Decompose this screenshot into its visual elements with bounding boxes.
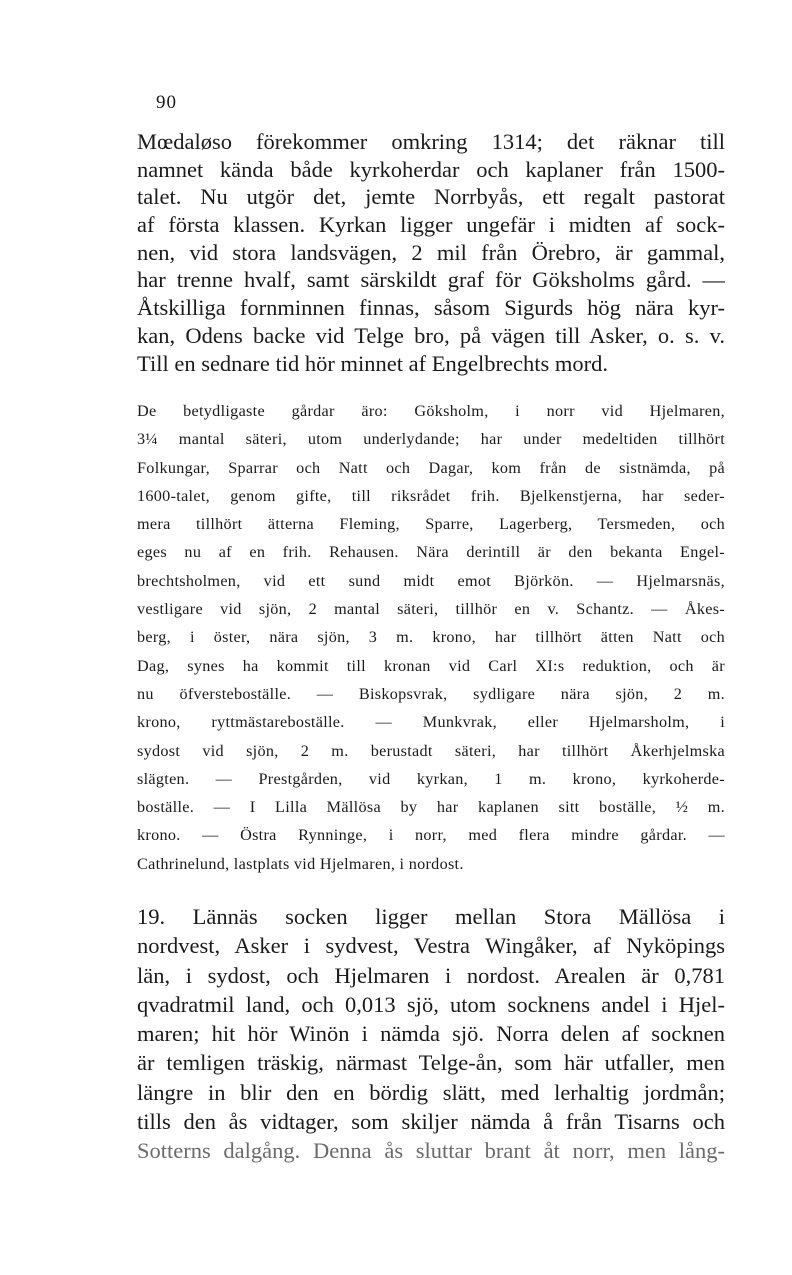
text-line: Folkungar, Sparrar och Natt och Dagar, kom från de sistnämda, på — [137, 458, 725, 477]
text-line: är temligen träskig, närmast Telge-ån, som här utfaller, men — [137, 1050, 725, 1076]
text-line: De betydligaste gårdar äro: Göksholm, i norr vid Hjelmaren, — [137, 402, 725, 420]
text-line: nu öfversteboställe. — Biskopsvrak, sydligare nära sjön, 2 m. — [137, 684, 725, 703]
text-line: mera tillhört ätterna Fleming, Sparre, Lagerberg, Tersmeden, och — [137, 515, 725, 534]
text-line: nordvest, Asker i sydvest, Vestra Wingåker, af Nyköpings — [137, 933, 725, 959]
text-line: berg, i öster, nära sjön, 3 m. krono, har tillhört ätten Natt och — [137, 628, 725, 647]
text-line: maren; hit hör Winön i nämda sjö. Norra delen af socknen — [137, 1021, 725, 1047]
text-line: 1600-talet, genom gifte, till riksrådet frih. Bjelkenstjerna, har seder- — [137, 486, 725, 505]
paragraph-1 — [137, 128, 725, 377]
text-line: af första klassen. Kyrkan ligger ungefär i midten af sock- — [137, 212, 725, 238]
text-line: längre in blir den en bördig slätt, med lerhaltig jordmån; — [137, 1079, 725, 1105]
text-line: nen, vid stora landsvägen, 2 mil från Örebro, är gammal, — [137, 239, 725, 265]
text-line: Sotterns dalgång. Denna ås sluttar brant åt norr, men lång- — [137, 1138, 725, 1164]
text-line: 19. Lännäs socken ligger mellan Stora Mällösa i — [137, 904, 725, 929]
text-line: Dag, synes ha kommit till kronan vid Carl XI:s reduktion, och är — [137, 656, 725, 675]
text-line: talet. Nu utgör det, jemte Norrbyås, ett regalt pastorat — [137, 184, 725, 210]
text-line: Till en sednare tid hör minnet af Engelbrechts mord. — [137, 350, 608, 376]
paragraph-2-farms — [137, 397, 725, 878]
text-line: slägten. — Prestgården, vid kyrkan, 1 m. krono, kyrkoherde- — [137, 769, 725, 788]
paragraph-3-lannas-socken — [137, 902, 725, 1166]
text-line: Mœdaløso förekommer omkring 1314; det räknar till — [137, 129, 725, 154]
text-line: Åtskilliga fornminnen finnas, såsom Sigurds hög nära kyr- — [137, 295, 725, 321]
text-line: brechtsholmen, vid ett sund midt emot Björkön. — Hjelmarsnäs, — [137, 571, 725, 590]
text-line: boställe. — I Lilla Mällösa by har kaplanen sitt boställe, ½ m. — [137, 798, 725, 817]
text-line: 3¼ mantal säteri, utom underlydande; har under medeltiden tillhört — [137, 430, 725, 449]
text-line: tills den ås vidtager, som skiljer nämda å från Tisarns och — [137, 1109, 725, 1135]
text-line: krono. — Östra Rynninge, i norr, med flera mindre gårdar. — — [137, 826, 725, 845]
text-line: qvadratmil land, och 0,013 sjö, utom socknens andel i Hjel- — [137, 991, 725, 1017]
text-line: Cathrinelund, lastplats vid Hjelmaren, i nordost. — [137, 854, 464, 873]
page-number: 90 — [156, 92, 177, 113]
text-line: krono, ryttmästareboställe. — Munkvrak, eller Hjelmarsholm, i — [137, 713, 725, 732]
text-line: län, i sydost, och Hjelmaren i nordost. Arealen är 0,781 — [137, 962, 725, 988]
text-line: har trenne hvalf, samt särskildt graf för Göksholms gård. — — [137, 267, 725, 293]
text-line: namnet kända både kyrkoherdar och kaplaner från 1500- — [137, 156, 725, 182]
text-line: sydost vid sjön, 2 m. berustadt säteri, har tillhört Åkerhjelmska — [137, 741, 725, 760]
text-line: eges nu af en frih. Rehausen. Nära derintill är den bekanta Engel- — [137, 543, 725, 562]
text-line: vestligare vid sjön, 2 mantal säteri, tillhör en v. Schantz. — Åkes- — [137, 600, 725, 619]
text-line: kan, Odens backe vid Telge bro, på vägen till Asker, o. s. v. — [137, 322, 725, 348]
